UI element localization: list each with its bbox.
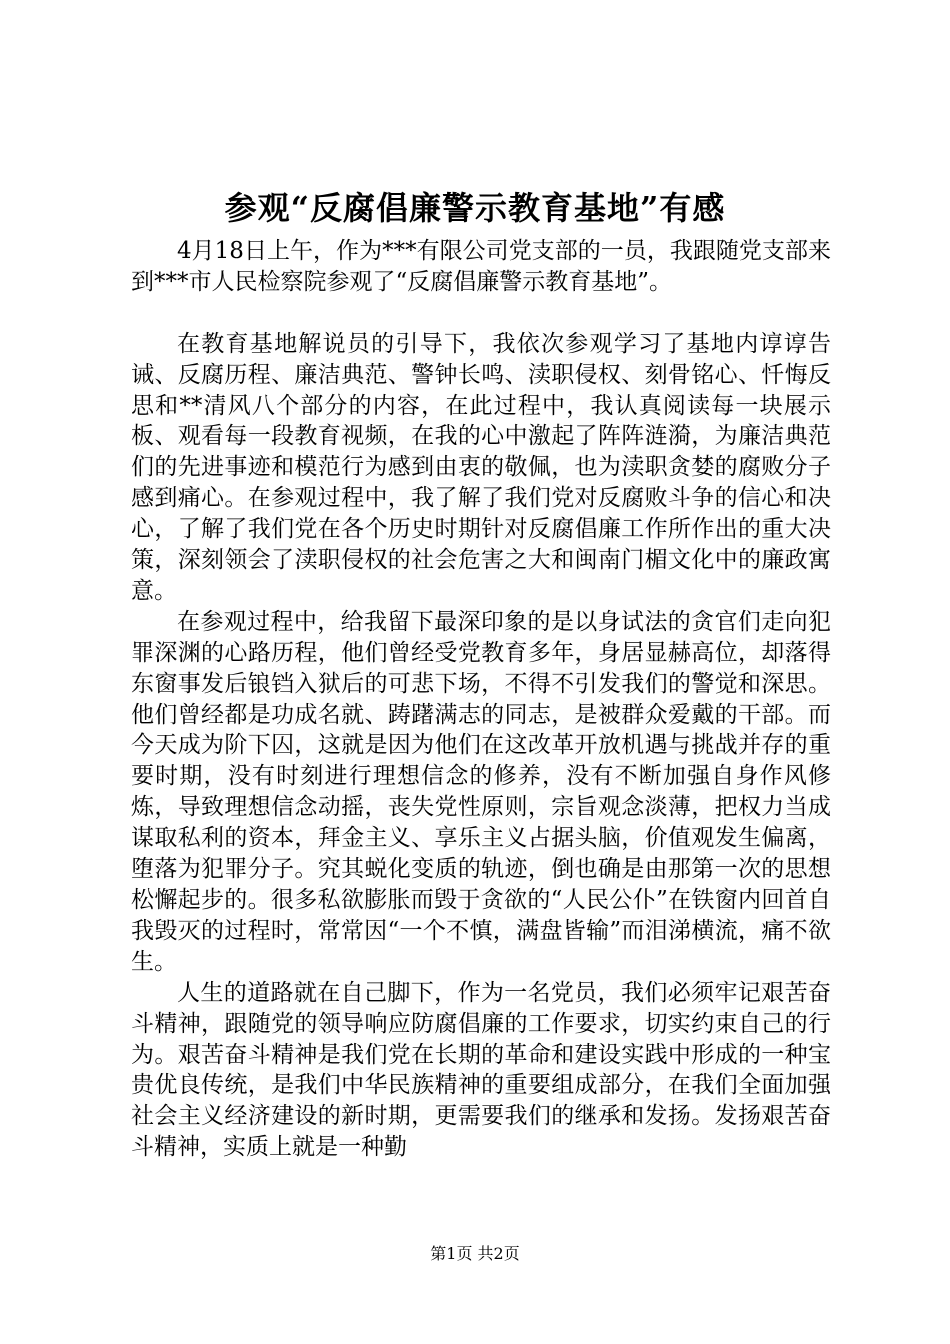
paragraph-3: 在参观过程中，给我留下最深印象的是以身试法的贪官们走向犯罪深渊的心路历程，他们曾经受党教育多年，身居显赫高位，却落得东窗事发后锒铛入狱后的可悲下场，不得不引发我们的警觉和深思。他们曾经都是功成名就、踌躇满志的同志，是被群众爱戴的干部。而今天成为阶下囚，这就是因为他们在这改革开放机遇与挑战并存的重要时期，没有时刻进行理想信念的修养，没有不断加强自身作风修炼，导致理想信念动摇，丧失党性原则，宗旨观念淡薄，把权力当成谋取私利的资本，拜金主义、享乐主义占据头脑，价值观发生偏离，堕落为犯罪分子。究其蜕化变质的轨迹，倒也确是由那第一次的思想松懈起步的。很多私欲膨胀而毁于贪欲的“人民公仆”在铁窗内回首自我毁灭的过程时，常常因“一个不慎，满盘皆输”而泪涕横流，痛不欲生。 [131, 608, 831, 975]
paragraph-spacer [131, 298, 831, 329]
paragraph-2: 在教育基地解说员的引导下，我依次参观学习了基地内谆谆告诫、反腐历程、廉洁典范、警钟长鸣、渎职侵权、刻骨铭心、忏悔反思和**清风八个部分的内容，在此过程中，我认真阅读每一块展示板、观看每一段教育视频，在我的心中激起了阵阵涟漪，为廉洁典范们的先进事迹和模范行为感到由衷的敬佩，也为渎职贪婪的腐败分子感到痛心。在参观过程中，我了解了我们党对反腐败斗争的信心和决心，了解了我们党在各个历史时期针对反腐倡廉工作所作出的重大决策，深刻领会了渎职侵权的社会危害之大和闽南门楣文化中的廉政寓意。 [131, 330, 831, 604]
document-title: 参观“反腐倡廉警示教育基地”有感 [224, 189, 726, 227]
paragraph-4: 人生的道路就在自己脚下，作为一名党员，我们必须牢记艰苦奋斗精神，跟随党的领导响应防腐倡廉的工作要求，切实约束自己的行为。艰苦奋斗精神是我们党在长期的革命和建设实践中形成的一种宝贵优良传统，是我们中华民族精神的重要组成部分，在我们全面加强社会主义经济建设的新时期，更需要我们的继承和发扬。发扬艰苦奋斗精神，实质上就是一种勤 [131, 979, 831, 1161]
document-body [131, 236, 831, 1163]
page-footer: 第1页 共2页 [430, 1244, 520, 1263]
paragraph-1: 4月18日上午，作为***有限公司党支部的一员，我跟随党支部来到***市人民检察院参观了“反腐倡廉警示教育基地”。 [131, 238, 831, 295]
